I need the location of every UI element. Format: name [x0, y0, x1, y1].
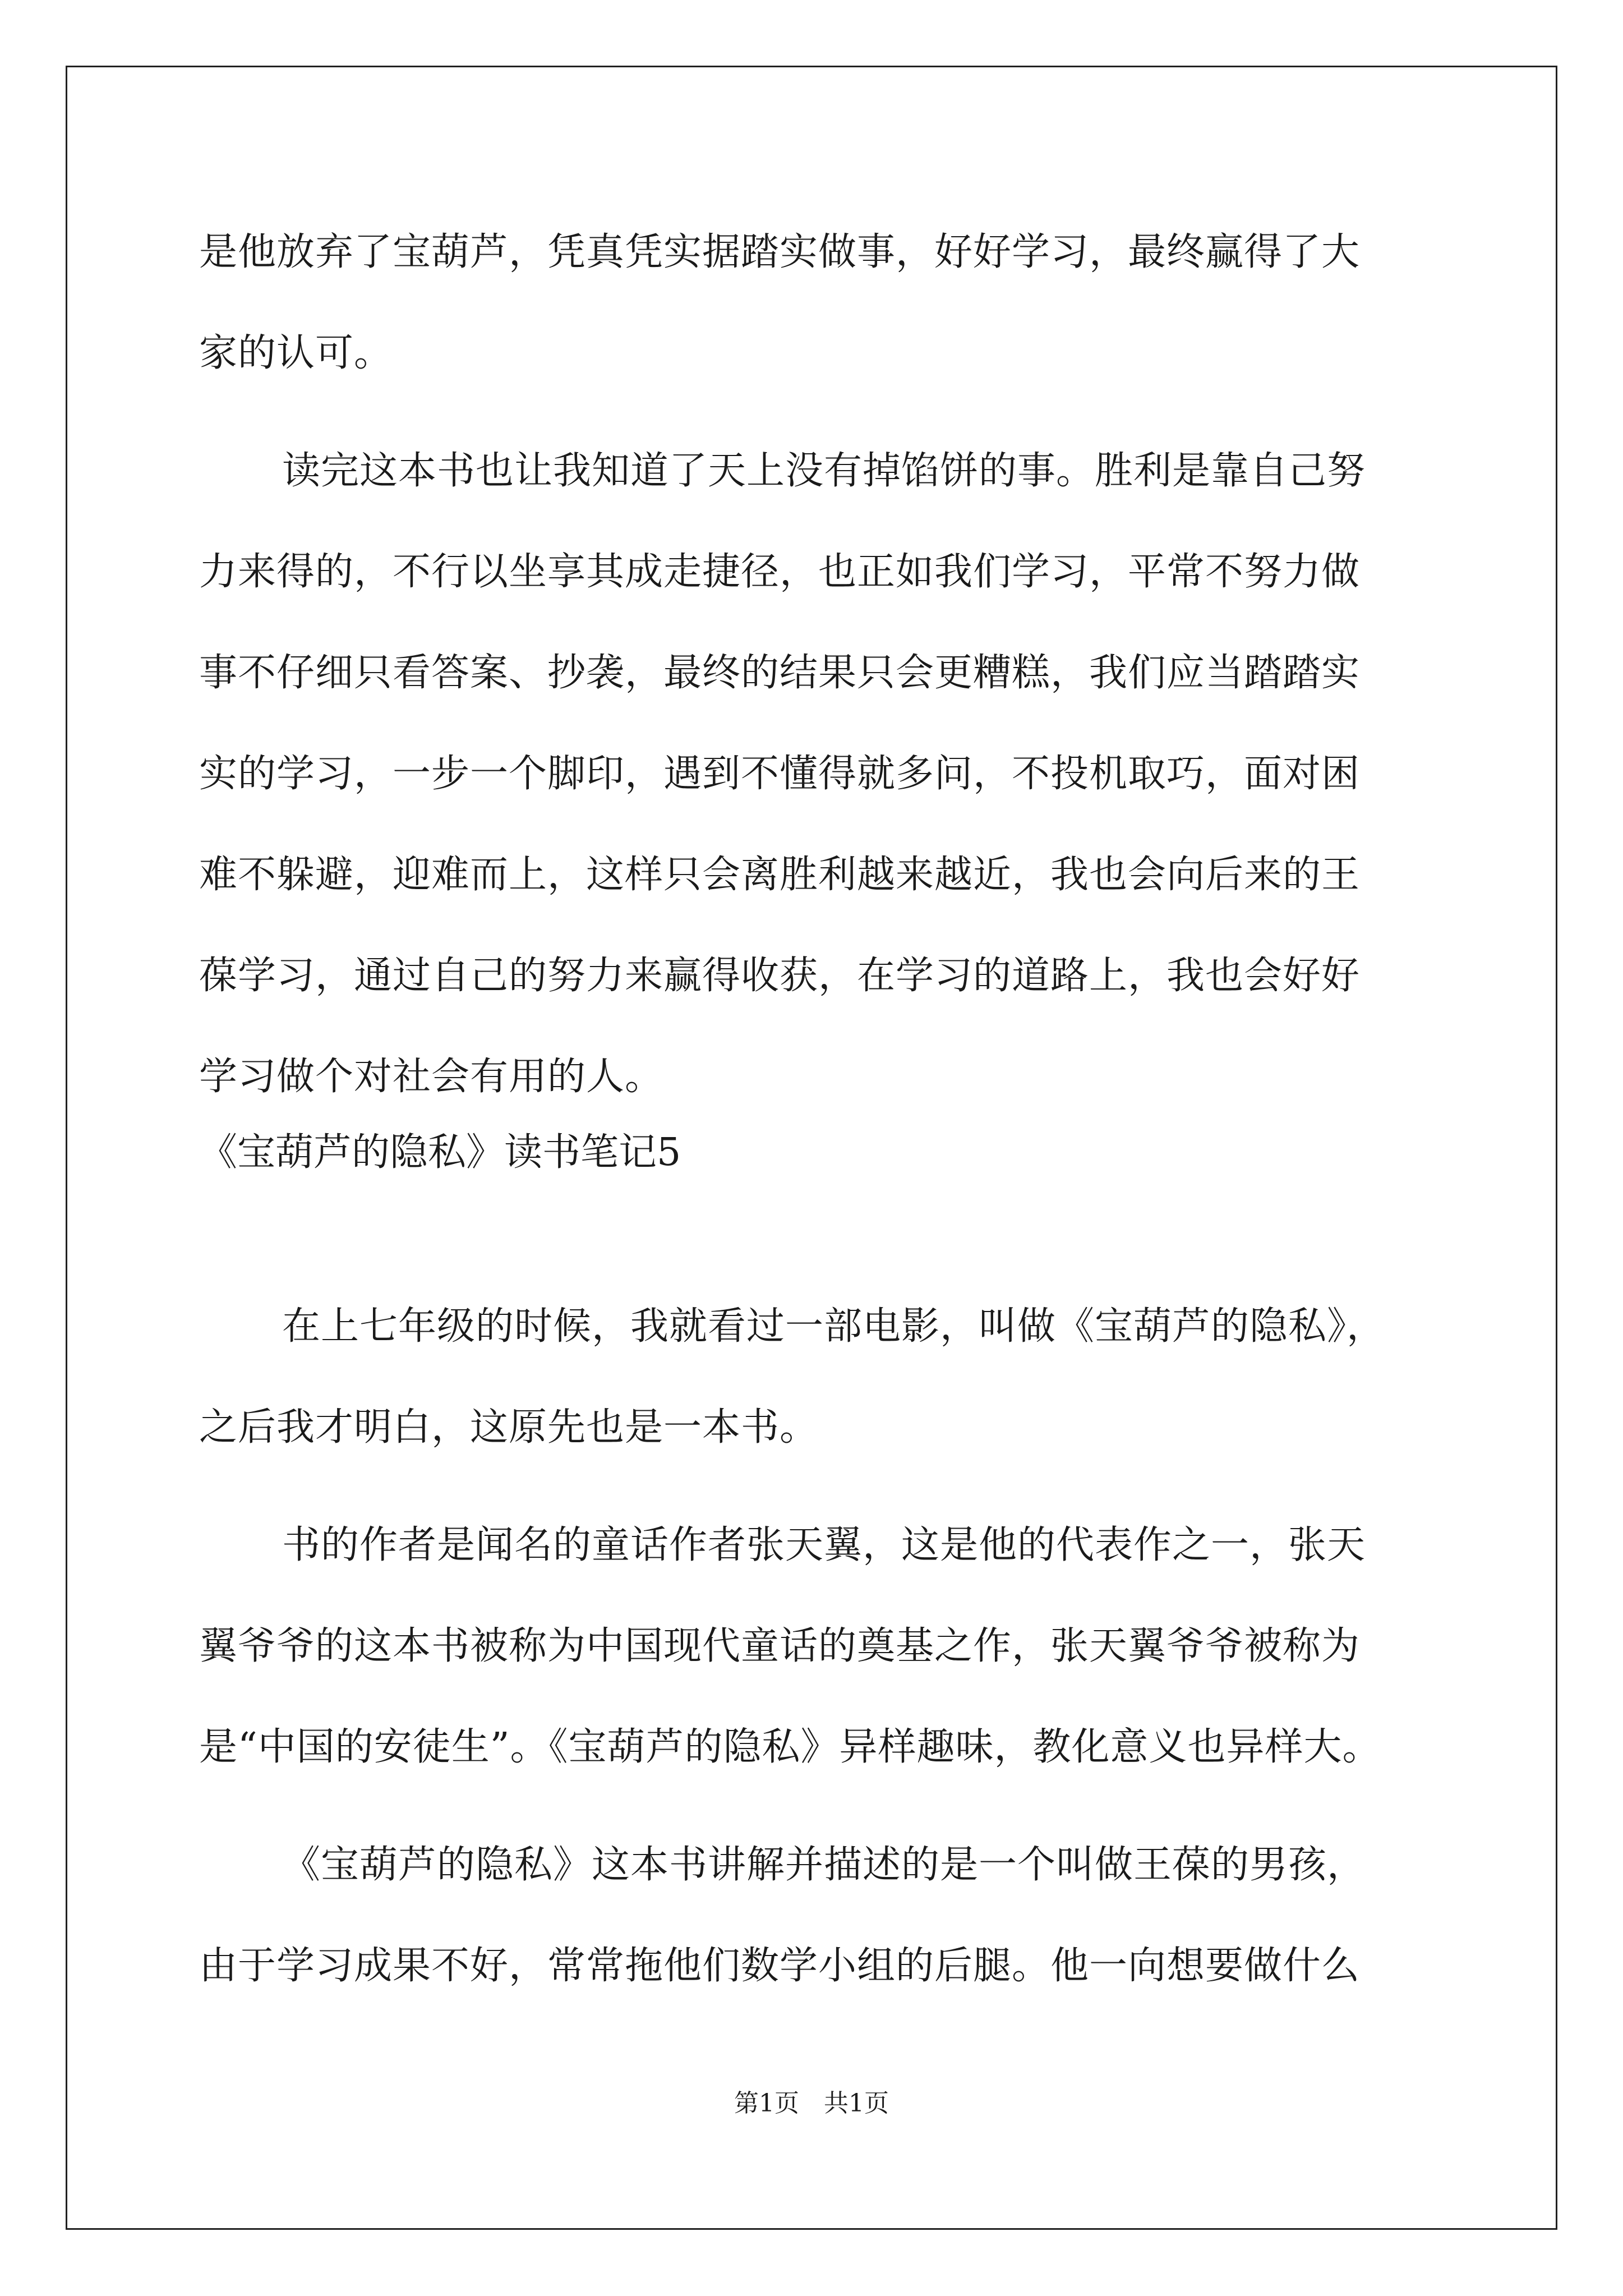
text-line: 是“中国的安徒生”。《宝葫芦的隐私》异样趣味，教化意义也异样大。 [199, 1725, 1381, 1769]
section-heading: 《宝葫芦的隐私》读书笔记5 [199, 1130, 681, 1175]
text-line: 书的作者是闻名的童话作者张天翼，这是他的代表作之一，张天 [282, 1523, 1366, 1567]
text-line: 实的学习，一步一个脚印，遇到不懂得就多问，不投机取巧，面对困 [199, 752, 1361, 796]
text-line: 难不躲避，迎难而上，这样只会离胜利越来越近，我也会向后来的王 [199, 853, 1361, 897]
text-line: 《宝葫芦的隐私》这本书讲解并描述的是一个叫做王葆的男孩， [282, 1843, 1366, 1887]
text-line: 读完这本书也让我知道了天上没有掉馅饼的事。胜利是靠自己努 [282, 449, 1366, 493]
text-line: 由于学习成果不好，常常拖他们数学小组的后腿。他一向想要做什么 [199, 1944, 1361, 1988]
text-line: 葆学习，通过自己的努力来赢得收获，在学习的道路上，我也会好好 [199, 954, 1361, 998]
text-line: 翼爷爷的这本书被称为中国现代童话的奠基之作，张天翼爷爷被称为 [199, 1624, 1361, 1668]
text-line: 是他放弃了宝葫芦，凭真凭实据踏实做事，好好学习，最终赢得了大 [199, 230, 1361, 274]
text-line: 力来得的，不行以坐享其成走捷径，也正如我们学习，平常不努力做 [199, 550, 1361, 594]
text-line: 学习做个对社会有用的人。 [199, 1055, 664, 1099]
text-line: 之后我才明白，这原先也是一本书。 [199, 1405, 819, 1450]
text-line: 事不仔细只看答案、抄袭，最终的结果只会更糟糕，我们应当踏踏实 [199, 651, 1361, 695]
page-footer [0, 2087, 1623, 2120]
page-number-label: 第1页 共1页 [734, 2089, 889, 2118]
text-line: 家的认可。 [199, 331, 393, 375]
text-line: 在上七年级的时候，我就看过一部电影，叫做《宝葫芦的隐私》， [282, 1304, 1386, 1349]
